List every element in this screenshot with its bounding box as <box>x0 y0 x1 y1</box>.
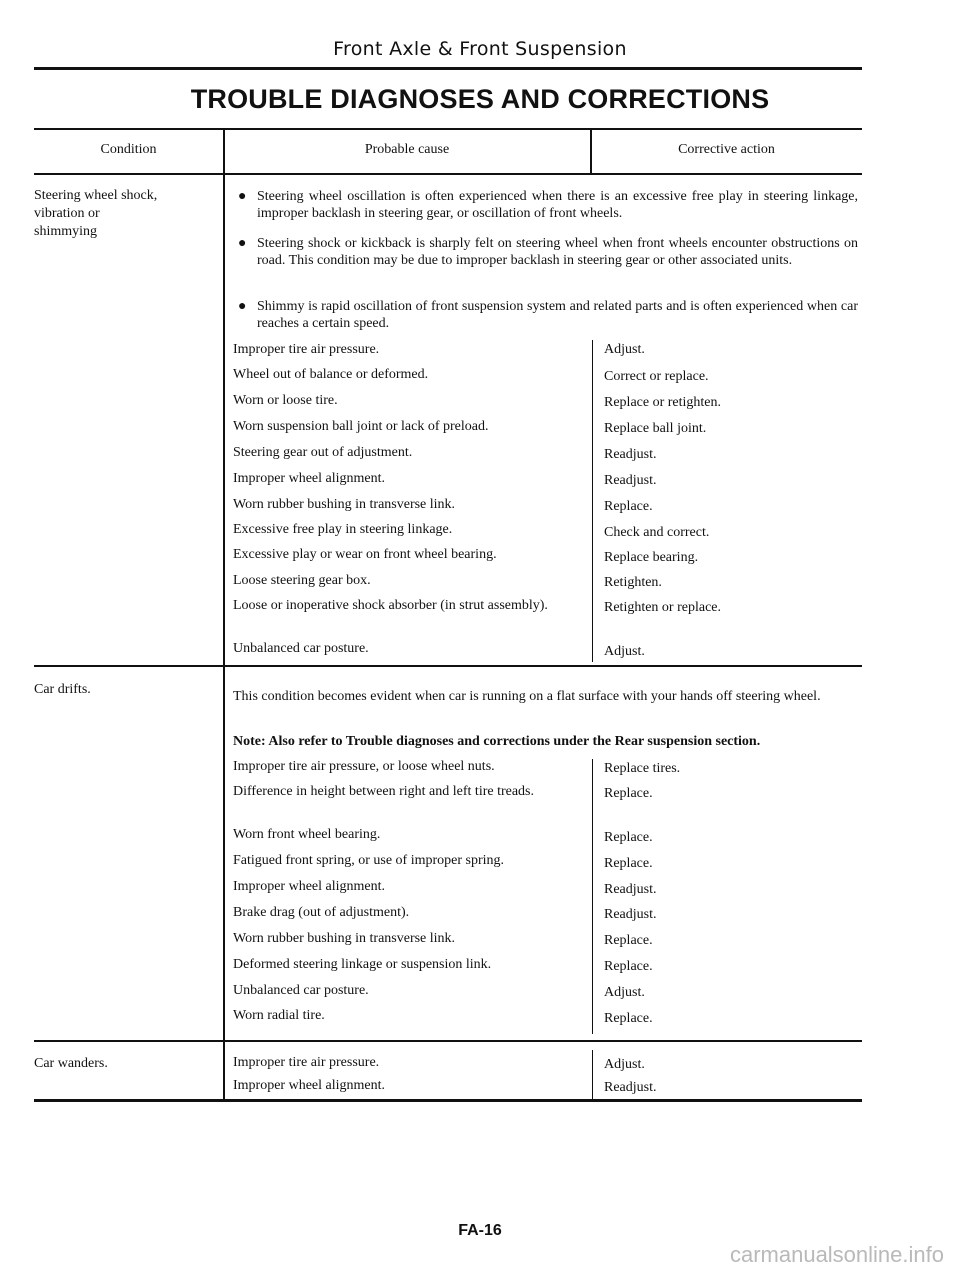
cause-cell: Unbalanced car posture. <box>233 641 369 656</box>
action-cell: Replace. <box>604 786 653 801</box>
condition-line: Car drifts. <box>34 682 91 697</box>
action-divider-group-3 <box>592 1050 593 1099</box>
bullet-text: Steering wheel oscillation is often experienced when there is an excessive free play in steering linkage, improper backlash in steering gear, or oscillation of front wheels. <box>257 189 858 221</box>
condition-cell <box>34 1055 224 1073</box>
action-cell: Replace bearing. <box>604 550 699 565</box>
group-separator-2 <box>34 1040 862 1042</box>
action-cell: Replace. <box>604 959 653 974</box>
action-cell: Adjust. <box>604 985 645 1000</box>
action-cell: Adjust. <box>604 1057 645 1072</box>
page-title: TROUBLE DIAGNOSES AND CORRECTIONS <box>190 84 770 114</box>
cause-cell: Improper tire air pressure, or loose wheel nuts. <box>233 759 495 774</box>
condition-line: Steering wheel shock, <box>34 188 158 203</box>
action-cell: Retighten or replace. <box>604 600 722 615</box>
action-cell: Check and correct. <box>604 525 710 540</box>
action-divider-group-2 <box>592 759 593 1034</box>
action-cell: Replace. <box>604 1011 653 1026</box>
cause-cell: Excessive free play in steering linkage. <box>233 522 453 537</box>
bullet-paragraph <box>238 235 858 269</box>
action-cell: Replace tires. <box>604 761 681 776</box>
action-cell: Replace. <box>604 830 653 845</box>
table-bottom-rule <box>34 1099 862 1102</box>
cause-cell: Worn front wheel bearing. <box>233 827 381 842</box>
action-cell: Readjust. <box>604 473 657 488</box>
column-header-rule <box>34 173 862 175</box>
cause-cell: Loose steering gear box. <box>233 573 371 588</box>
cause-cell: Worn radial tire. <box>233 1008 325 1023</box>
cause-cell: Improper wheel alignment. <box>233 471 386 486</box>
action-cell: Replace. <box>604 933 653 948</box>
bullet-icon: ● <box>238 299 247 314</box>
bullet-icon: ● <box>238 236 247 251</box>
cause-cell: Worn rubber bushing in transverse link. <box>233 931 456 946</box>
action-cell: Readjust. <box>604 907 657 922</box>
action-cell: Readjust. <box>604 882 657 897</box>
action-cell: Correct or replace. <box>604 369 709 384</box>
condition-description: This condition becomes evident when car is running on a flat surface with your hands off steering wheel. <box>233 689 821 704</box>
header-rule <box>34 67 862 70</box>
cause-cell: Fatigued front spring, or use of improper spring. <box>233 853 505 868</box>
action-cell: Replace. <box>604 856 653 871</box>
watermark: carmanualsonline.info <box>729 1242 944 1267</box>
cause-cell: Improper tire air pressure. <box>233 342 380 357</box>
action-cell: Replace ball joint. <box>604 421 707 436</box>
cause-cell: Worn suspension ball joint or lack of preload. <box>233 419 489 434</box>
column-header-action: Corrective action <box>678 142 775 157</box>
cause-cell: Unbalanced car posture. <box>233 983 369 998</box>
action-cell: Adjust. <box>604 342 645 357</box>
action-cell: Readjust. <box>604 447 657 462</box>
action-cell: Adjust. <box>604 644 645 659</box>
action-cell: Replace. <box>604 499 653 514</box>
group-separator-1 <box>34 665 862 667</box>
cause-cell: Improper wheel alignment. <box>233 1078 386 1093</box>
condition-cell <box>34 187 224 241</box>
action-cell: Replace or retighten. <box>604 395 722 410</box>
cause-cell: Excessive play or wear on front wheel bearing. <box>233 547 497 562</box>
page-number: FA-16 <box>458 1222 502 1239</box>
condition-line: shimmying <box>34 224 98 239</box>
column-header-cause: Probable cause <box>364 142 450 157</box>
bullet-paragraph <box>238 188 858 222</box>
bullet-text: Steering shock or kickback is sharply felt on steering wheel when front wheels encounter obstructions on road. This condition may be due to improper backlash in steering gear or other associated units. <box>257 236 858 268</box>
cause-cell: Improper tire air pressure. <box>233 1055 380 1070</box>
cause-cell: Brake drag (out of adjustment). <box>233 905 410 920</box>
bullet-paragraph <box>238 298 858 332</box>
section-header: Front Axle & Front Suspension <box>333 38 627 60</box>
cause-cell: Improper wheel alignment. <box>233 879 386 894</box>
condition-line: Car wanders. <box>34 1056 108 1071</box>
cause-cell: Deformed steering linkage or suspension link. <box>233 957 492 972</box>
action-cell: Retighten. <box>604 575 662 590</box>
action-divider-group-1 <box>592 340 593 662</box>
cross-reference-note: Note: Also refer to Trouble diagnoses and corrections under the Rear suspension section. <box>233 734 761 749</box>
cause-cell: Worn rubber bushing in transverse link. <box>233 497 456 512</box>
cause-cell: Steering gear out of adjustment. <box>233 445 413 460</box>
bullet-icon: ● <box>238 189 247 204</box>
condition-cell <box>34 681 224 699</box>
cause-cell: Loose or inoperative shock absorber (in strut assembly). <box>233 598 548 613</box>
condition-line: vibration or <box>34 206 100 221</box>
cause-cell: Wheel out of balance or deformed. <box>233 367 429 382</box>
bullet-text: Shimmy is rapid oscillation of front suspension system and related parts and is often experienced when car reaches a certain speed. <box>257 299 858 331</box>
action-cell: Readjust. <box>604 1080 657 1095</box>
cause-cell: Difference in height between right and left tire treads. <box>233 784 535 799</box>
column-header-condition: Condition <box>100 142 157 157</box>
table-top-rule <box>34 128 862 130</box>
column-divider-condition <box>223 130 225 1101</box>
cause-cell: Worn or loose tire. <box>233 393 338 408</box>
